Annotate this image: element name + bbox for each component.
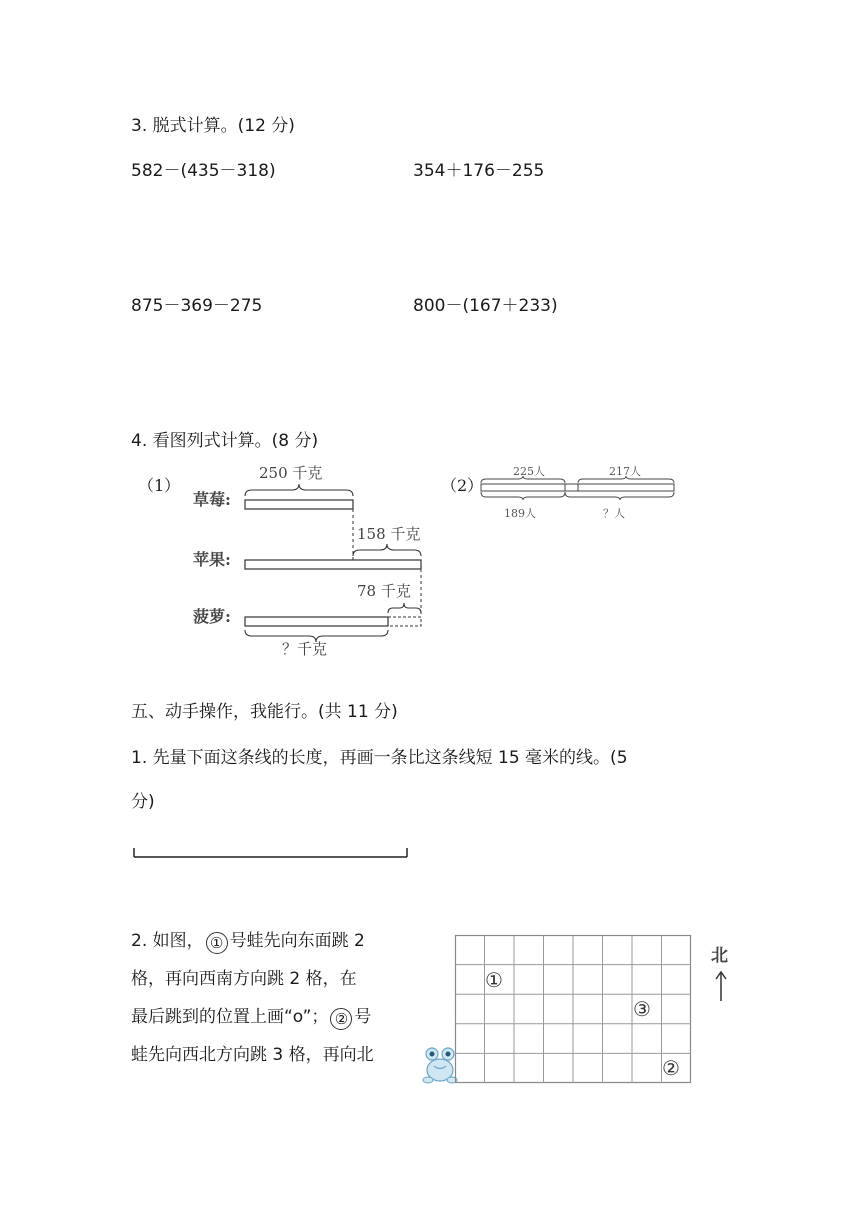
- fig2-top-right: 217人: [609, 465, 641, 478]
- q2-line4: 蛙先向西北方向跳 3 格，再向北: [131, 1045, 374, 1065]
- strawberry-weight: 250 千克: [259, 464, 323, 482]
- q2-line3-rest: 号: [354, 1007, 372, 1027]
- north-label: 北: [711, 946, 728, 966]
- section-4-title: 4. 看图列式计算。(8 分): [131, 431, 319, 451]
- q2-prefix: 2. 如图，: [131, 931, 204, 951]
- q2-paragraph: [131, 922, 411, 1074]
- less-weight: 78 千克: [357, 582, 411, 600]
- difference-weight: 158 千克: [357, 525, 421, 543]
- problem-1: 582－(435－318): [131, 161, 276, 181]
- q2-circle-2: ②: [330, 1008, 352, 1030]
- jump-grid: [455, 935, 691, 1083]
- q1-text-line2: 分): [131, 792, 155, 812]
- fig2-label: （2）: [441, 476, 484, 495]
- problem-4: 800－(167＋233): [413, 296, 558, 316]
- q2-circle-1: ①: [206, 932, 228, 954]
- fig2-diagram: [478, 470, 678, 530]
- measure-line: [133, 848, 413, 860]
- apple-label: 苹果:: [193, 550, 231, 569]
- frog-icon: [422, 1044, 458, 1084]
- strawberry-label: 草莓:: [193, 490, 231, 509]
- fig2-top-left: 225人: [513, 465, 545, 478]
- q2-line1-rest: 号蛙先向东面跳 2: [229, 931, 365, 951]
- grid-frog-1: ①: [485, 968, 503, 992]
- q2-line3: 最后跳到的位置上画“o”；: [131, 1007, 329, 1027]
- grid-frog-2: ②: [662, 1056, 680, 1080]
- section-3-title: 3. 脱式计算。(12 分): [131, 116, 295, 136]
- problem-2: 354＋176－255: [413, 161, 545, 181]
- unknown-weight: ？千克: [282, 640, 328, 658]
- q2-line2: 格，再向西南方向跳 2 格，在: [131, 969, 357, 989]
- pineapple-label: 菠萝:: [193, 607, 231, 626]
- fig1-label: （1）: [138, 476, 181, 495]
- fig2-bottom-right: ？人: [603, 507, 625, 520]
- fig2-bottom-left: 189人: [504, 507, 536, 520]
- problem-3: 875－369－275: [131, 296, 263, 316]
- north-arrow-icon: [715, 971, 727, 1001]
- q1-text-line1: 1. 先量下面这条线的长度，再画一条比这条线短 15 毫米的线。(5: [131, 748, 628, 768]
- grid-frog-3: ③: [633, 997, 651, 1021]
- section-5-title: 五、动手操作，我能行。(共 11 分): [131, 702, 398, 722]
